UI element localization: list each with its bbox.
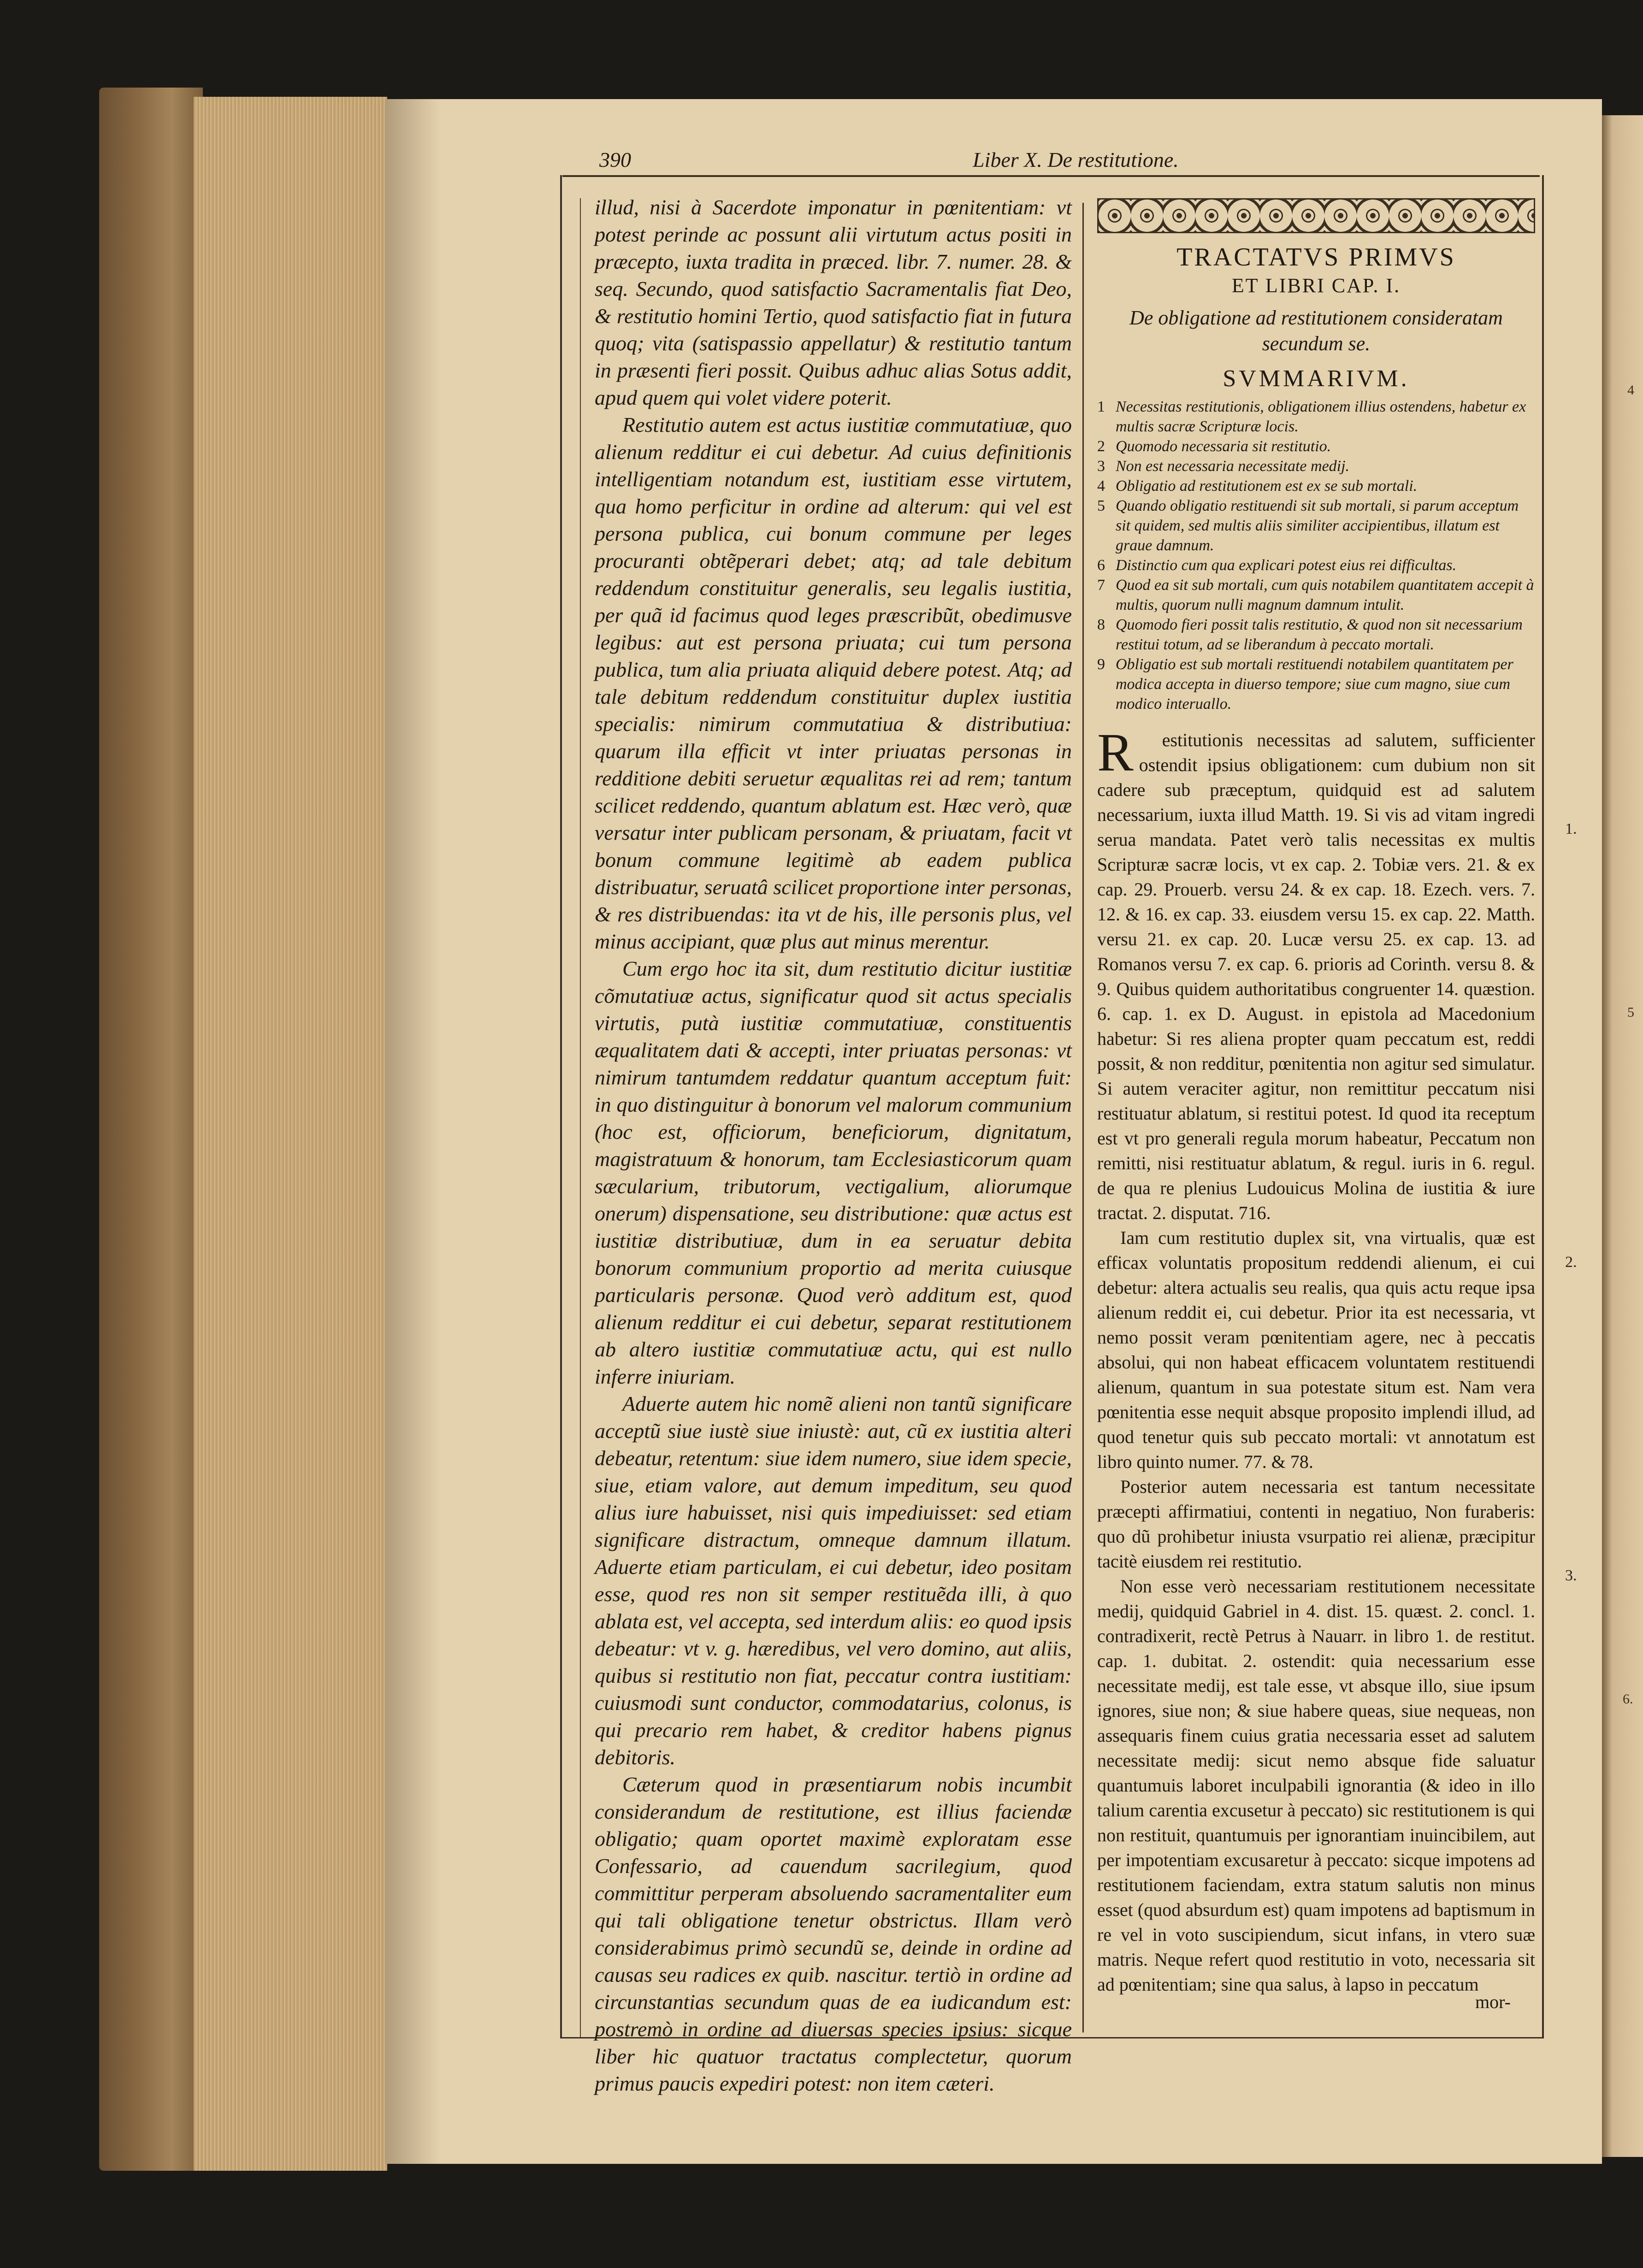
summary-number: 6 (1097, 557, 1105, 574)
summary-number: 1 (1097, 398, 1105, 415)
frame-rule-left (560, 175, 562, 2037)
summary-text: Obligatio ad restitutionem est ex se sub mortali. (1116, 477, 1418, 495)
margin-number: 2. (1565, 1254, 1577, 1271)
margin-number: 3. (1565, 1567, 1577, 1584)
gutter-shadow (385, 99, 440, 2164)
summary-text: Quando obligatio restituendi sit sub mortali, si parum acceptum sit quidem, sed multis aliis similiter accipientibus, illatum est graue damnum. (1116, 497, 1519, 554)
summary-number: 9 (1097, 656, 1105, 673)
facing-page-mark: 6. (1623, 1691, 1633, 1707)
summary-item (1097, 476, 1535, 496)
right-column (1097, 198, 1535, 1997)
summary-text: Obligatio est sub mortali restituendi notabilem quantitatem per modica accepta in diuerso tempore; siue cum magno, siue cum modico interuallo. (1116, 656, 1513, 713)
facing-page-mark: 4 (1627, 383, 1634, 398)
left-paragraph: Cum ergo hoc ita sit, dum restitutio dicitur iustitiæ cõmutatiuæ actus, significatur quod sit actus specialis virtutis, putà iustitiæ commutatiuæ, constituentis æqualitatem dati & accepti, inter priuatas personas: vt nimirum tantumdem reddatur quantum acceptum fuit: in quo distinguitur à bonorum vel malorum communium (hoc est, officiorum, beneficiorum, dignitatum, magistratuum & honorum, tam Ecclesiasticorum quam sæcularium, tributorum, vectigalium, aliorumque onerum) dispensatione, seu distributione: quæ actus est iustitiæ distributiuæ, dum in ea seruatur debita bonorum communium proportio ad merita cuiusque particularis personæ. Quod verò additum est, quod alienum redditur ei cui debetur, separat restitutionem ab altero iustitiæ commutatiuæ actu, qui est nullo inferre iniuriam. (595, 957, 1072, 1388)
summary-text: Quomodo fieri possit talis restitutio, & quod non sit necessarium restitui totum, ad se liberandum à peccato mortali. (1116, 616, 1523, 653)
summary-number: 4 (1097, 477, 1105, 495)
summary-heading: SVMMARIVM. (1223, 365, 1410, 392)
tract-title: TRACTATVS PRIMVS (1176, 243, 1456, 271)
frame-rule-right (1542, 175, 1544, 2037)
summary-text: Non est necessaria necessitate medij. (1116, 458, 1350, 475)
tract-subtitle: ET LIBRI CAP. I. (1231, 274, 1401, 297)
right-paragraph: Non esse verò necessariam restitutionem necessitate medij, quidquid Gabriel in 4. dist. 15. quæst. 2. concl. 1. contradixerit, rectè Petrus à Nauarr. in libro 1. de restitut. cap. 1. dubitat. 2. ostendit: quia necessarium esse necessitate medij, est tale esse, vt absque illo, siue ipsum ignores, siue non; & siue habere queas, siue nequeas, non assequaris finem cuius gratia necessaria esset ad salutem necessitate medij: sicut nemo absque fide saluatur quantumuis laboret inculpabili ignorantia (& ideo in illo talium carentia excusetur à peccato) sic restitutionem is qui non restituit, quantumuis per ignorantiam inuincibilem, aut per impotentiam excusaretur à peccato: sicque impotens ad restitutionem faciendam, extra statum salutis non minus esset (quod absurdum est) quam impotens ad baptismum in re vel in voto suscipiendum, sicut infans, in vtero suæ matris. Neque refert quod restitutio in voto, necessaria sit ad pœnitentiam; sine qua salus, à lapso in peccatum (1097, 1576, 1535, 1995)
frame-rule-top (562, 175, 1540, 177)
left-paragraph: Aduerte autem hic nomẽ alieni non tantũ significare acceptũ siue iustè siue iniustè: aut, cũ ex iustitia alteri debeatur, retentum: siue idem numero, siue idem specie, siue, etiam valore, aut demum impeditum, seu quod alius iure habuisset, nisi quis impediuisset: sed etiam significare distractum, omneque damnum illatum. Aduerte etiam particulam, ei cui debetur, ideo positam esse, quod res non sit semper restituẽda illi, à quo ablata est, vel accepta, sed interdum aliis: eo quod ipsis debeatur: vt v. g. hæredibus, vel vero domino, aut aliis, quibus si restitutio non fiat, peccatur contra iustitiam: cuiusmodi sunt conductor, commodatarius, colonus, is qui precario rem habet, & creditor habens pignus debitoris. (595, 1392, 1072, 1769)
margin-rule (580, 198, 581, 2037)
summary-list (1097, 397, 1535, 714)
left-paragraph: Cæterum quod in præsentiarum nobis incumbit considerandum de restitutione, est illius faciendæ obligatio; quam oportet maximè exploratam esse Confessario, ad cauendum sacrilegium, quod committitur perperam absoluendo sacramentaliter eum qui tali obligatione tenetur obstrictus. Illam verò considerabimus primò secundũ se, deinde in ordine ad causas seu radices ex quib. nascitur. tertiò in ordine ad circunstantias secundum quas de ea iudicandum est: postremò in ordine ad diuersas species ipsius: sicque liber hic quatuor tractatus complectetur, quorum primus paucis expediri potest: non item cæteri. (595, 1773, 1072, 2095)
summary-item (1097, 456, 1535, 476)
facing-page-mark: 5 (1627, 1005, 1634, 1020)
summary-number: 2 (1097, 438, 1105, 455)
left-paragraph: Restitutio autem est actus iustitiæ commutatiuæ, quo alienum redditur ei cui debetur. Ad cuius definitionis intelligentiam notandum est, iustitiam esse virtutem, qua homo perficitur in ordine ad alterum: qui vel est persona publica, cui bonum commune per leges procuranti obtẽperari debet; atq; ad tale debitum reddendum constituitur generalis, seu legalis iustitia, per quã id facimus quod leges præscribũt, obedimusve legibus: aut est persona priuata; cui tum persona publica, tum alia priuata aliquid debere potest. Atq; ad tale debitum reddendum constituitur duplex iustitia specialis: nimirum commutatiua & distributiua: quarum illa efficit vt inter priuatas personas in redditione debiti seruetur æqualitas rei ad rem; tantum scilicet reddendo, quantum ablatum est. Hæc verò, quæ versatur inter publicam personam, & priuatam, facit vt bonum commune legitimè ab eadem publica distribuatur, seruatâ scilicet proportione inter personas, & res distribuendas: ita vt de his, ille personis plus, vel minus accipiant, quæ plus aut minus merentur. (595, 413, 1072, 953)
summary-item (1097, 436, 1535, 456)
book-cover-board (99, 88, 203, 2171)
left-column (595, 194, 1072, 2097)
summary-item (1097, 496, 1535, 555)
summary-number: 8 (1097, 616, 1105, 633)
catchword: mor- (1475, 1991, 1511, 2012)
summary-item (1097, 555, 1535, 575)
summary-number: 7 (1097, 577, 1105, 594)
running-title: Liber X. De restitutione. (973, 148, 1179, 171)
summary-text: Necessitas restitutionis, obligationem illius ostendens, habetur ex multis sacræ Scripturæ locis. (1116, 398, 1526, 435)
summary-text: Distinctio cum qua explicari potest eius rei difficultas. (1116, 557, 1457, 574)
summary-text: Quomodo necessaria sit restitutio. (1116, 438, 1331, 455)
summary-item (1097, 575, 1535, 615)
page-edges (194, 97, 387, 2171)
page-number: 390 (599, 148, 631, 171)
chapter-title: De obligatione ad restitutionem consideratam secundum se. (1129, 306, 1503, 355)
summary-text: Quod ea sit sub mortali, cum quis notabilem quantitatem accepit à multis, quorum nulli magnum damnum intulit. (1116, 577, 1534, 613)
ornamental-band (1097, 198, 1535, 233)
right-paragraph: Iam cum restitutio duplex sit, vna virtualis, quæ est efficax voluntatis propositum reddendi alienum, ei cui debetur: altera actualis seu realis, qua quis actu reque ipsa alienum reddit ei, cui debetur. Prior ita est necessaria, vt nemo possit veram pœnitentiam agere, nec à peccatis absolui, qui non habeat efficacem voluntatem restituendi alienum, quantum in sua potestate situm est. Nam vera pœnitentia esse nequit absque proposito implendi illud, ad quod tenetur quis sub peccato mortali: vt annotatum est libro quinto numer. 77. & 78. (1097, 1227, 1535, 1472)
right-paragraph: Restitutionis necessitas ad salutem, sufficienter ostendit ipsius obligationem: cum dubium non sit cadere sub præceptum, quidquid est ad salutem necessarium, iuxta illud Matth. 19. Si vis ad vitam ingredi serua mandata. Patet verò talis necessitas ex multis Scripturæ sacræ locis, vt ex cap. 2. Tobiæ vers. 21. & ex cap. 29. Prouerb. versu 24. & ex cap. 18. Ezech. vers. 7. 12. & 16. ex cap. 33. eiusdem versu 15. ex cap. 22. Matth. versu 21. ex cap. 20. Lucæ versu 25. ex cap. 13. ad Romanos versu 7. ex cap. 6. prioris ad Corinth. versu 8. & 9. Quibus quidem authoritatibus congruenter 14. quæstion. 6. cap. 1. ex D. August. in epistola ad Macedonium habetur: Si res aliena propter quam peccatum est, reddi possit, & non redditur, pœnitentia non agitur sed simulatur. Si autem veraciter agitur, non remittitur peccatum nisi restituatur ablatum, si restitui potest. Id quod ita receptum est vt pro generali regula morum habeatur, Peccatum non remitti, nisi restituatur ablatum, & regul. iuris in 6. regul. de qua re plenius Ludouicus Molina de iustitia & iure tractat. 2. disputat. 716. (1097, 722, 1535, 1223)
right-paragraph: Posterior autem necessaria est tantum necessitate præcepti affirmatiui, contenti in negatiuo, Non furaberis: quo dũ prohibetur iniusta vsurpatio rei alienæ, præcipitur tacitè eiusdem rei restitutio. (1097, 1476, 1535, 1572)
margin-number: 1. (1565, 820, 1577, 837)
left-paragraph: illud, nisi à Sacerdote imponatur in pœnitentiam: vt potest perinde ac possunt alii virtutum actus positi in præcepto, iuxta tradita in præced. libr. 7. numer. 28. & seq. Secundo, quod satisfactio Sacramentalis fiat Deo, & restitutio homini Tertio, quod satisfactio fiat in futura quoq; vita (satispassio appellatur) & restitutio tantum in præsenti fieri possit. Quibus adhuc alias Sotus addit, apud quem qui volet videre poterit. (595, 195, 1072, 409)
summary-item (1097, 397, 1535, 436)
summary-item (1097, 654, 1535, 714)
facing-page-edge (1602, 115, 1643, 2157)
summary-item (1097, 615, 1535, 654)
summary-number: 3 (1097, 458, 1105, 475)
column-rule (1082, 203, 1084, 2032)
summary-number: 5 (1097, 497, 1105, 514)
